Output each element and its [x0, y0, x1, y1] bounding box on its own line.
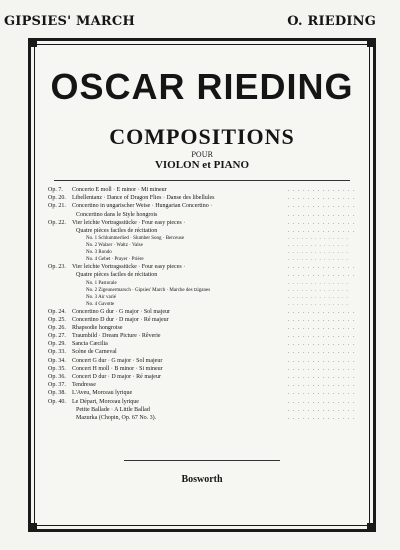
- work-title: Mazurka (Chopin, Op. 67 No. 3).: [76, 414, 157, 421]
- work-entry: [48, 332, 356, 340]
- work-title: Quatre pièces faciles de récitation: [76, 227, 158, 234]
- leader-dots: . . . . . . . . . . . . . .: [288, 203, 356, 210]
- leader-dots: . . . . . . . . . . . . . .: [288, 349, 356, 356]
- pour-label: POUR: [191, 151, 213, 159]
- leader-dots: . . . . . . . . . . . . . .: [288, 398, 356, 405]
- work-title: Concert G dur · G major · Sol majeur: [72, 357, 163, 364]
- work-title: Petite Ballade · A Little Ballad: [76, 406, 150, 413]
- work-entry: [48, 280, 348, 287]
- leader-dots: . . . . . . . . . . . . . .: [288, 406, 356, 413]
- leader-dots: . . . . . . . . . . . . . .: [288, 308, 356, 315]
- works-list: [48, 186, 356, 422]
- work-title: No. 4 Gavotte: [86, 301, 115, 307]
- work-title: L'Aveu, Morceau lyrique: [72, 390, 133, 397]
- leader-dots: . . . . . . . . . . . . . .: [288, 357, 356, 364]
- work-entry: [48, 373, 356, 381]
- work-entry: [48, 202, 356, 210]
- opus-number: Op. 33.: [48, 349, 66, 356]
- leader-dots: . . . . . . . . . . . . . .: [288, 257, 349, 263]
- leader-dots: . . . . . . . . . . . . . .: [288, 390, 356, 397]
- opus-number: Op. 25.: [48, 316, 66, 323]
- leader-dots: . . . . . . . . . . . . . .: [288, 365, 356, 372]
- work-title: Quatre pièces faciles de récitation: [76, 272, 158, 279]
- work-entry: [48, 357, 356, 365]
- work-title: Concertino D dur · D major · Ré majeur: [72, 316, 169, 323]
- work-title: Le Départ, Morceau lyrique: [72, 398, 139, 405]
- work-title: Concertino G dur · G major · Sol majeur: [72, 308, 170, 315]
- leader-dots: . . . . . . . . . . . . . .: [288, 324, 356, 331]
- leader-dots: . . . . . . . . . . . . . .: [288, 195, 356, 202]
- collection-title: COMPOSITIONS: [109, 124, 295, 149]
- opus-number: Op. 27.: [48, 333, 66, 340]
- work-entry: [48, 256, 348, 263]
- work-title: No. 4 Gebet · Prayer · Prière: [86, 257, 144, 263]
- work-entry: [48, 294, 348, 301]
- opus-number: Op. 24.: [48, 308, 66, 315]
- work-entry: [48, 186, 356, 194]
- work-title: Concert D dur · D major · Ré majeur: [72, 374, 161, 380]
- publisher-name: Bosworth: [181, 474, 223, 485]
- divider-bottom: [124, 460, 280, 461]
- work-entry: [48, 389, 356, 397]
- work-title: Concertino in ungarischer Weise · Hungarian Concertino ·: [72, 203, 213, 210]
- work-entry: [48, 287, 348, 294]
- work-entry: [48, 414, 356, 422]
- leader-dots: . . . . . . . . . . . . . .: [288, 333, 356, 340]
- leader-dots: . . . . . . . . . . . . . .: [288, 382, 356, 389]
- leader-dots: . . . . . . . . . . . . . .: [288, 243, 349, 249]
- work-entry: [48, 308, 356, 316]
- work-entry: [48, 301, 348, 308]
- opus-number: Op. 35.: [48, 365, 66, 372]
- work-title: Vier leichte Vortragsstücke · Four easy pieces ·: [72, 264, 186, 271]
- instrumentation: VIOLON et PIANO: [154, 159, 250, 171]
- opus-number: Op. 38.: [48, 390, 66, 397]
- opus-number: Op. 37.: [48, 382, 66, 389]
- work-entry: [48, 227, 356, 235]
- opus-number: Op. 26.: [48, 324, 66, 331]
- work-title: Vier leichte Vortragsstücke · Four easy pieces ·: [72, 219, 186, 226]
- opus-number: Op. 34.: [48, 357, 66, 364]
- cover-content: [34, 44, 370, 526]
- leader-dots: . . . . . . . . . . . . . .: [288, 280, 349, 286]
- work-title: Concertino dans le Style hongrois: [76, 211, 158, 218]
- opus-number: Op. 23.: [48, 264, 66, 271]
- work-entry: [48, 381, 356, 389]
- work-title: Libellentanz · Dance of Dragon Flies · Danse des libellules: [72, 195, 215, 202]
- leader-dots: . . . . . . . . . . . . . .: [288, 294, 349, 300]
- work-entry: [48, 263, 356, 271]
- work-title: Concerto E moll · E minor · Mi mineur: [72, 187, 167, 193]
- work-title: No. 1 Pastorale: [86, 280, 117, 286]
- piece-title: GIPSIES' MARCH: [4, 14, 135, 29]
- leader-dots: . . . . . . . . . . . . . .: [288, 301, 349, 307]
- work-entry: [48, 340, 356, 348]
- leader-dots: . . . . . . . . . . . . . .: [288, 374, 356, 380]
- work-entry: [48, 242, 348, 249]
- work-title: No. 3 Air varié: [86, 294, 116, 300]
- work-entry: [48, 316, 356, 324]
- work-entry: [48, 235, 348, 242]
- work-title: Sancta Cæcilia: [72, 341, 108, 348]
- work-title: Traumbild · Dream Picture · Rêverie: [72, 333, 161, 340]
- work-title: Concert H moll · B minor · Si mineur: [72, 365, 163, 372]
- work-title: No. 3 Rondo: [86, 250, 112, 256]
- opus-number: Op. 36.: [48, 374, 66, 380]
- work-entry: [48, 271, 356, 279]
- leader-dots: . . . . . . . . . . . . . .: [288, 250, 349, 256]
- leader-dots: . . . . . . . . . . . . . .: [288, 287, 349, 293]
- leader-dots: . . . . . . . . . . . . . .: [288, 211, 356, 218]
- work-title: Tendresse: [72, 382, 96, 389]
- opus-number: Op. 29.: [48, 341, 66, 348]
- composer-name: OSCAR RIEDING: [50, 66, 354, 107]
- work-entry: [48, 194, 356, 202]
- leader-dots: . . . . . . . . . . . . . .: [288, 316, 356, 323]
- composer-short: O. RIEDING: [287, 14, 376, 29]
- leader-dots: . . . . . . . . . . . . . .: [288, 187, 356, 193]
- leader-dots: . . . . . . . . . . . . . .: [288, 272, 356, 279]
- opus-number: Op. 20.: [48, 195, 66, 202]
- work-entry: [48, 406, 356, 414]
- opus-number: Op. 22.: [48, 219, 66, 226]
- divider-top: [54, 180, 350, 181]
- work-entry: [48, 249, 348, 256]
- leader-dots: . . . . . . . . . . . . . .: [288, 341, 356, 348]
- leader-dots: . . . . . . . . . . . . . .: [288, 227, 356, 234]
- work-entry: [48, 398, 356, 406]
- work-title: No. 2 Walzer · Waltz · Valse: [86, 243, 143, 249]
- work-title: No. 1 Schlummerlied · Slumber Song · Berceuse: [86, 236, 185, 242]
- opus-number: Op. 7.: [48, 187, 63, 193]
- running-header: [0, 14, 400, 34]
- work-entry: [48, 324, 356, 332]
- work-title: Rhapsodie hongroise: [72, 324, 123, 331]
- leader-dots: . . . . . . . . . . . . . .: [288, 264, 356, 271]
- leader-dots: . . . . . . . . . . . . . .: [288, 414, 356, 421]
- leader-dots: . . . . . . . . . . . . . .: [288, 236, 349, 242]
- work-title: No. 2 Zigeunermarsch · Gipsies' March · Marche des tziganes: [86, 287, 211, 293]
- work-title: Scène de Carneval: [72, 349, 117, 356]
- work-entry: [48, 365, 356, 373]
- work-entry: [48, 211, 356, 219]
- opus-number: Op. 40.: [48, 398, 66, 405]
- leader-dots: . . . . . . . . . . . . . .: [288, 219, 356, 226]
- work-entry: [48, 348, 356, 356]
- work-entry: [48, 219, 356, 227]
- opus-number: Op. 21.: [48, 203, 66, 210]
